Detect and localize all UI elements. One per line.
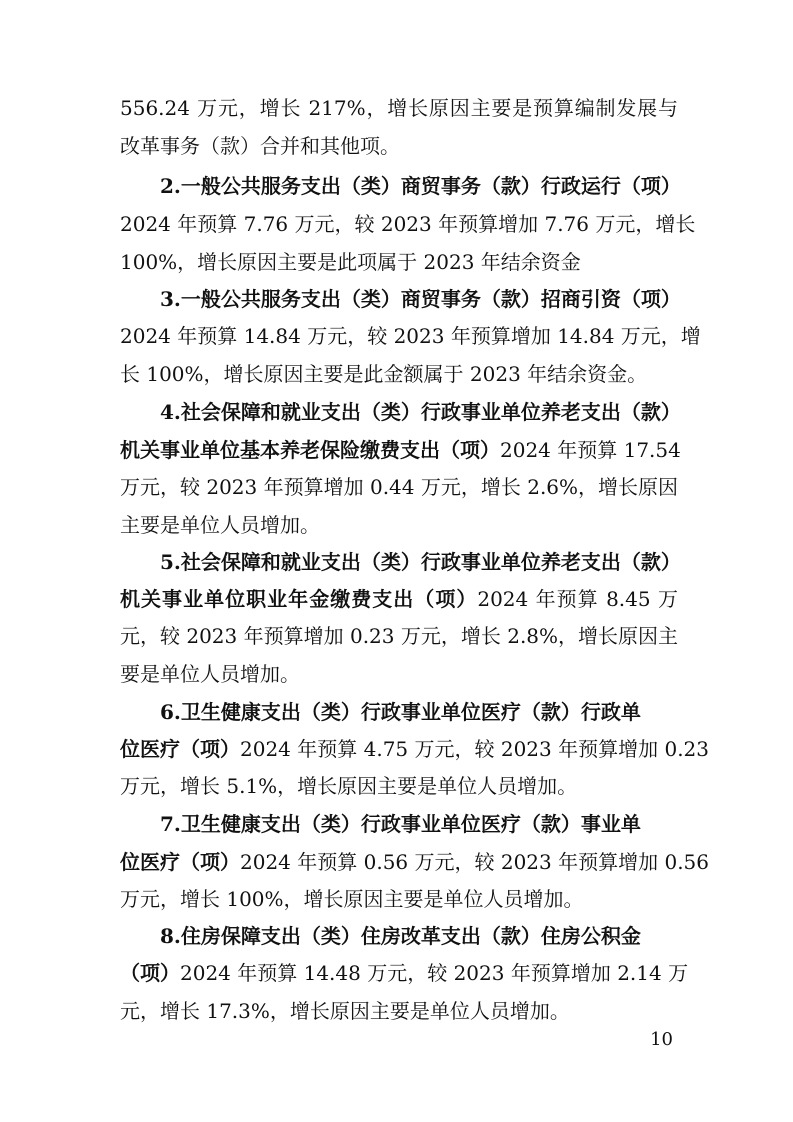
text-line: 位医疗（项）2024 年预算 4.75 万元，较 2023 年预算增加 0.23 — [120, 737, 710, 761]
text-line: 万元，增长 100%，增长原因主要是单位人员增加。 — [120, 887, 584, 911]
section-heading: 4.社会保障和就业支出（类）行政事业单位养老支出（款） — [160, 400, 681, 424]
section-heading: 7.卫生健康支出（类）行政事业单位医疗（款）事业单 — [160, 812, 641, 836]
section-heading: 5.社会保障和就业支出（类）行政事业单位养老支出（款） — [160, 550, 681, 574]
text-line: 位医疗（项）2024 年预算 0.56 万元，较 2023 年预算增加 0.56 — [120, 850, 710, 874]
text-line: 万元，增长 5.1%，增长原因主要是单位人员增加。 — [120, 774, 578, 798]
text-line: 改革事务（款）合并和其他项。 — [120, 134, 400, 158]
text-line: 万元，较 2023 年预算增加 0.44 万元，增长 2.6%，增长原因 — [120, 475, 679, 499]
text-line: 2024 年预算 14.84 万元，较 2023 年预算增加 14.84 万元，增 — [120, 324, 701, 348]
section-heading: 8.住房保障支出（类）住房改革支出（款）住房公积金 — [160, 924, 641, 948]
text-line: 主要是单位人员增加。 — [120, 513, 320, 537]
section-heading: 2.一般公共服务支出（类）商贸事务（款）行政运行（项） — [160, 174, 681, 198]
text-line: 100%，增长原因主要是此项属于 2023 年结余资金 — [120, 250, 581, 274]
text-line: 556.24 万元，增长 217%，增长原因主要是预算编制发展与 — [120, 96, 678, 120]
text-line: 机关事业单位基本养老保险缴费支出（项）2024 年预算 17.54 — [120, 438, 681, 462]
text-line: 2024 年预算 7.76 万元，较 2023 年预算增加 7.76 万元，增长 — [120, 212, 696, 236]
text-line: 元，增长 17.3%，增长原因主要是单位人员增加。 — [120, 999, 570, 1023]
text-line: 长 100%，增长原因主要是此金额属于 2023 年结余资金。 — [120, 362, 648, 386]
text-line: 机关事业单位职业年金缴费支出（项）2024 年预算 8.45 万 — [120, 587, 678, 611]
text-line: （项）2024 年预算 14.48 万元，较 2023 年预算增加 2.14 万 — [120, 961, 689, 985]
text-line: 要是单位人员增加。 — [120, 662, 300, 686]
section-heading: 6.卫生健康支出（类）行政事业单位医疗（款）行政单 — [160, 700, 641, 724]
section-heading: 3.一般公共服务支出（类）商贸事务（款）招商引资（项） — [160, 287, 681, 311]
text-line: 元，较 2023 年预算增加 0.23 万元，增长 2.8%，增长原因主 — [120, 624, 679, 648]
page-number: 10 — [650, 1029, 673, 1050]
